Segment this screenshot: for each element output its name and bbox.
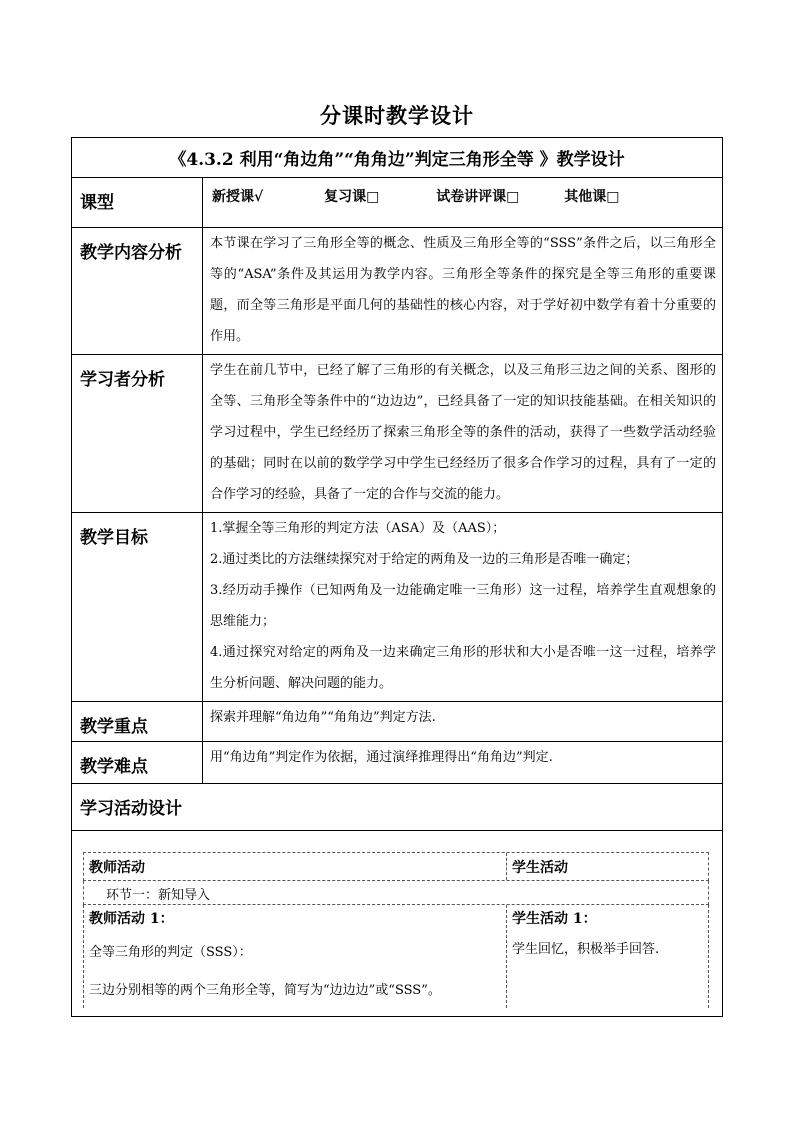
teaching-goals-label: 教学目标 (72, 513, 203, 702)
teacher-line: 全等三角形的判定（SSS）： (89, 945, 252, 960)
course-type-options (203, 178, 723, 228)
key-points-label: 教学重点 (72, 702, 203, 742)
student-activity-title: 学生活动 1： (512, 911, 597, 927)
goal-item: 3.经历动手操作（已知两角及一边能确定唯一三角形）这一过程，培养学生直观想象的思维能力； (210, 583, 716, 629)
activity-body-row (83, 905, 709, 1008)
teacher-activity-title: 教师活动 1： (89, 911, 174, 927)
activity-design-label: 学习活动设计 (72, 784, 723, 831)
stage-title: 环节一：新知导入 (83, 881, 709, 905)
course-type-option: 新授课√ (212, 189, 264, 205)
student-activity-header: 学生活动 (512, 860, 568, 876)
learner-analysis-label: 学习者分析 (72, 355, 203, 513)
activity-design-area (72, 831, 723, 1017)
course-type-option: 其他课□ (564, 189, 620, 205)
student-activity-text: 学生回忆，积极举手回答. (512, 942, 660, 957)
learner-analysis-text: 学生在前几节中，已经了解了三角形的有关概念，以及三角形三边之间的关系、图形的全等、三角形全等条件中的“边边边”，已经具备了一定的知识技能基础。在相关知识的学习过程中，学生已经经历了探索三角形全等的条件的活动，获得了一些数学活动经验的基础；同时在以前的数学学习中学生已经经历了很多合作学习的过程，具有了一定的合作学习的经验，具备了一定的合作与交流的能力。 (203, 355, 723, 513)
teacher-activity-cell (84, 905, 507, 1008)
document-title: 分课时教学设计 (320, 103, 474, 128)
course-type-option: 复习课□ (324, 189, 380, 205)
teaching-goals-list (203, 513, 723, 702)
content-analysis-text: 本节课在学习了三角形全等的概念、性质及三角形全等的“SSS”条件之后，以三角形全等的“ASA”条件及其运用为教学内容。三角形全等条件的探究是全等三角形的重要课题，而全等三角形是平面几何的基础性的核心内容，对于学好初中数学有着十分重要的作用。 (203, 228, 723, 355)
teacher-line: 三边分别相等的两个三角形全等，简写为“边边边”或“SSS”。 (89, 983, 441, 998)
difficulties-label: 教学难点 (72, 742, 203, 784)
goal-item: 1.掌握全等三角形的判定方法（ASA）及（AAS）； (210, 521, 506, 536)
teacher-activity-header: 教师活动 (84, 853, 507, 880)
course-type-label: 课型 (72, 178, 203, 228)
activity-header-row (83, 852, 709, 881)
goal-item: 2.通过类比的方法继续探究对于给定的两角及一边的三角形是否唯一确定； (210, 552, 639, 567)
activity-table (83, 852, 709, 1008)
key-points-text: 探索并理解“角边角”“角角边”判定方法. (203, 702, 723, 742)
lesson-title: 《4.3.2 利用“角边角”“角角边”判定三角形全等 》教学设计 (72, 138, 723, 178)
difficulties-text: 用“角边角”判定作为依据，通过演绎推理得出“角角边”判定. (203, 742, 723, 784)
student-activity-cell (507, 905, 708, 1008)
lesson-design-table (71, 137, 723, 1017)
content-analysis-label: 教学内容分析 (72, 228, 203, 355)
course-type-option: 试卷讲评课□ (436, 189, 520, 205)
goal-item: 4.通过探究对给定的两角及一边来确定三角形的形状和大小是否唯一这一过程，培养学生分析问题、解决问题的能力。 (210, 645, 716, 691)
